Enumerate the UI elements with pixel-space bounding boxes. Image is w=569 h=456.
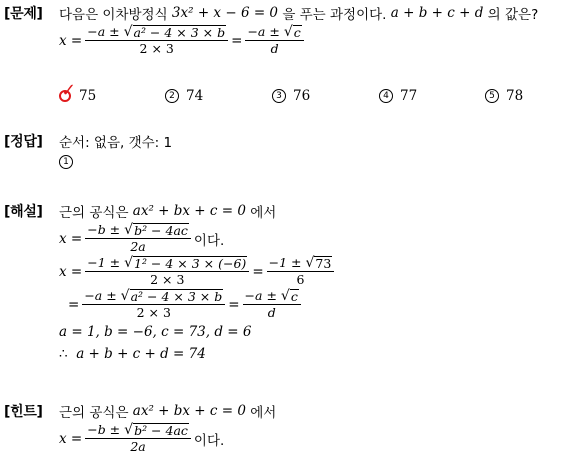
answer-label: [정답] bbox=[4, 134, 43, 150]
solution-line-3 bbox=[59, 256, 565, 287]
answer-text: 순서: 없음, 갯수: 1 bbox=[59, 135, 173, 151]
choice-5-value: 78 bbox=[506, 88, 524, 104]
solution-line-2-num: −b ± bbox=[87, 222, 121, 237]
solution-line-4 bbox=[59, 289, 565, 320]
formula-equals: = bbox=[231, 32, 243, 49]
solution-line-4-num-2: −a ± bbox=[244, 288, 277, 303]
choice-5[interactable] bbox=[485, 88, 523, 104]
problem-intro: 다음은 이차방정식 bbox=[59, 7, 168, 23]
choice-3-value: 76 bbox=[293, 88, 311, 104]
hint-line-2-num: −b ± bbox=[87, 422, 121, 437]
solution-line-3-radicand-2: 73 bbox=[315, 256, 332, 271]
choice-list bbox=[59, 80, 559, 106]
solution-line-2-radicand: b² − 4ac bbox=[134, 223, 188, 238]
hint-line-1-pre: 근의 공식은 bbox=[59, 405, 129, 421]
solution-line-2-post: 이다. bbox=[193, 232, 225, 249]
hint-line-2 bbox=[59, 423, 565, 454]
solution-line-1-post: 에서 bbox=[250, 205, 277, 221]
solution-line-2-den: 2a bbox=[130, 239, 146, 254]
solution-line-3-num-2: −1 ± bbox=[268, 255, 302, 270]
hint-label: [힌트] bbox=[4, 404, 43, 420]
solution-line-2-fraction: −b ± √ b² − 4ac 2a bbox=[85, 223, 191, 254]
problem-question-tail: 의 값은? bbox=[487, 7, 539, 23]
hint-line-1-eq: ax² + bx + c = 0 bbox=[132, 403, 246, 419]
solution-line-1-eq: ax² + bx + c = 0 bbox=[132, 203, 246, 219]
solution-line-3-num-1: −1 ± bbox=[87, 255, 121, 270]
solution-line-4-lhs: = bbox=[68, 296, 80, 313]
solution-line-3-den-2: 6 bbox=[296, 272, 305, 287]
choice-2[interactable] bbox=[165, 88, 203, 104]
problem-label: [문제] bbox=[4, 6, 43, 22]
circled-3-icon: 3 bbox=[272, 89, 286, 103]
formula-den-2: d bbox=[270, 41, 279, 56]
formula-lhs: x = bbox=[59, 32, 83, 49]
solution-line-2 bbox=[59, 223, 565, 254]
solution-line-3-equals: = bbox=[252, 263, 264, 280]
choice-3[interactable] bbox=[272, 88, 310, 104]
answer-mark: 1 bbox=[59, 155, 73, 169]
solution-line-4-fraction-1: −a ± √ a² − 4 × 3 × b 2 × 3 bbox=[82, 289, 225, 320]
therefore-icon: ∴ bbox=[59, 346, 68, 362]
solution-line-1-pre: 근의 공식은 bbox=[59, 205, 129, 221]
hint-line-1-post: 에서 bbox=[250, 405, 277, 421]
hint-line-2-radicand: b² − 4ac bbox=[134, 423, 188, 438]
circled-2-icon: 2 bbox=[165, 89, 179, 103]
solution-line-6 bbox=[59, 346, 565, 362]
formula-radicand-2: c bbox=[293, 25, 301, 40]
solution-line-6-text: a + b + c + d = 74 bbox=[76, 346, 206, 362]
solution-line-3-radicand-1: 1² − 4 × 3 × (−6) bbox=[134, 256, 247, 271]
solution-line-3-den-1: 2 × 3 bbox=[150, 272, 185, 287]
hint-line-2-den: 2a bbox=[130, 439, 146, 454]
solution-line-4-num-1: −a ± bbox=[84, 288, 117, 303]
choice-2-value: 74 bbox=[186, 88, 204, 104]
solution-line-2-lhs: x = bbox=[59, 230, 83, 247]
choice-1[interactable] bbox=[59, 80, 97, 104]
formula-fraction-2: −a ± √ c d bbox=[245, 25, 303, 56]
solution-line-3-lhs: x = bbox=[59, 263, 83, 280]
check-mark-icon: ✓ bbox=[61, 80, 77, 101]
problem-formula bbox=[59, 25, 565, 56]
formula-num-2: −a ± bbox=[247, 24, 280, 39]
solution-line-4-radicand-2: c bbox=[290, 289, 298, 304]
solution-label: [해설] bbox=[4, 204, 43, 220]
solution-line-4-equals: = bbox=[228, 296, 240, 313]
problem-statement bbox=[59, 3, 565, 23]
problem-question-expr: a + b + c + d bbox=[390, 5, 484, 21]
solution-line-3-fraction-2: −1 ± √ 73 6 bbox=[267, 256, 335, 287]
formula-den-1: 2 × 3 bbox=[139, 41, 174, 56]
hint-line-1 bbox=[59, 401, 565, 421]
problem-equation: 3x² + x − 6 = 0 bbox=[171, 5, 279, 21]
hint-line-2-fraction: −b ± √ b² − 4ac 2a bbox=[85, 423, 191, 454]
choice-1-value: 75 bbox=[79, 88, 97, 104]
solution-line-4-radicand-1: a² − 4 × 3 × b bbox=[130, 289, 223, 304]
circled-4-icon: 4 bbox=[379, 89, 393, 103]
circled-5-icon: 5 bbox=[485, 89, 499, 103]
solution-line-4-fraction-2: −a ± √ c d bbox=[243, 289, 301, 320]
problem-particle: 을 푸는 과정이다. bbox=[282, 7, 387, 23]
choice-4-value: 77 bbox=[400, 88, 418, 104]
formula-fraction-1: −a ± √ a² − 4 × 3 × b 2 × 3 bbox=[85, 25, 228, 56]
choice-4[interactable] bbox=[379, 88, 417, 104]
solution-line-3-fraction-1: −1 ± √ 1² − 4 × 3 × (−6) 2 × 3 bbox=[85, 256, 249, 287]
hint-line-2-lhs: x = bbox=[59, 430, 83, 447]
solution-line-4-den-2: d bbox=[267, 305, 276, 320]
solution-line-4-den-1: 2 × 3 bbox=[136, 305, 171, 320]
hint-line-2-post: 이다. bbox=[193, 432, 225, 449]
formula-radicand-1: a² − 4 × 3 × b bbox=[133, 25, 226, 40]
solution-line-1 bbox=[59, 201, 565, 221]
formula-num-1: −a ± bbox=[87, 24, 120, 39]
solution-line-5: a = 1, b = −6, c = 73, d = 6 bbox=[59, 324, 252, 340]
